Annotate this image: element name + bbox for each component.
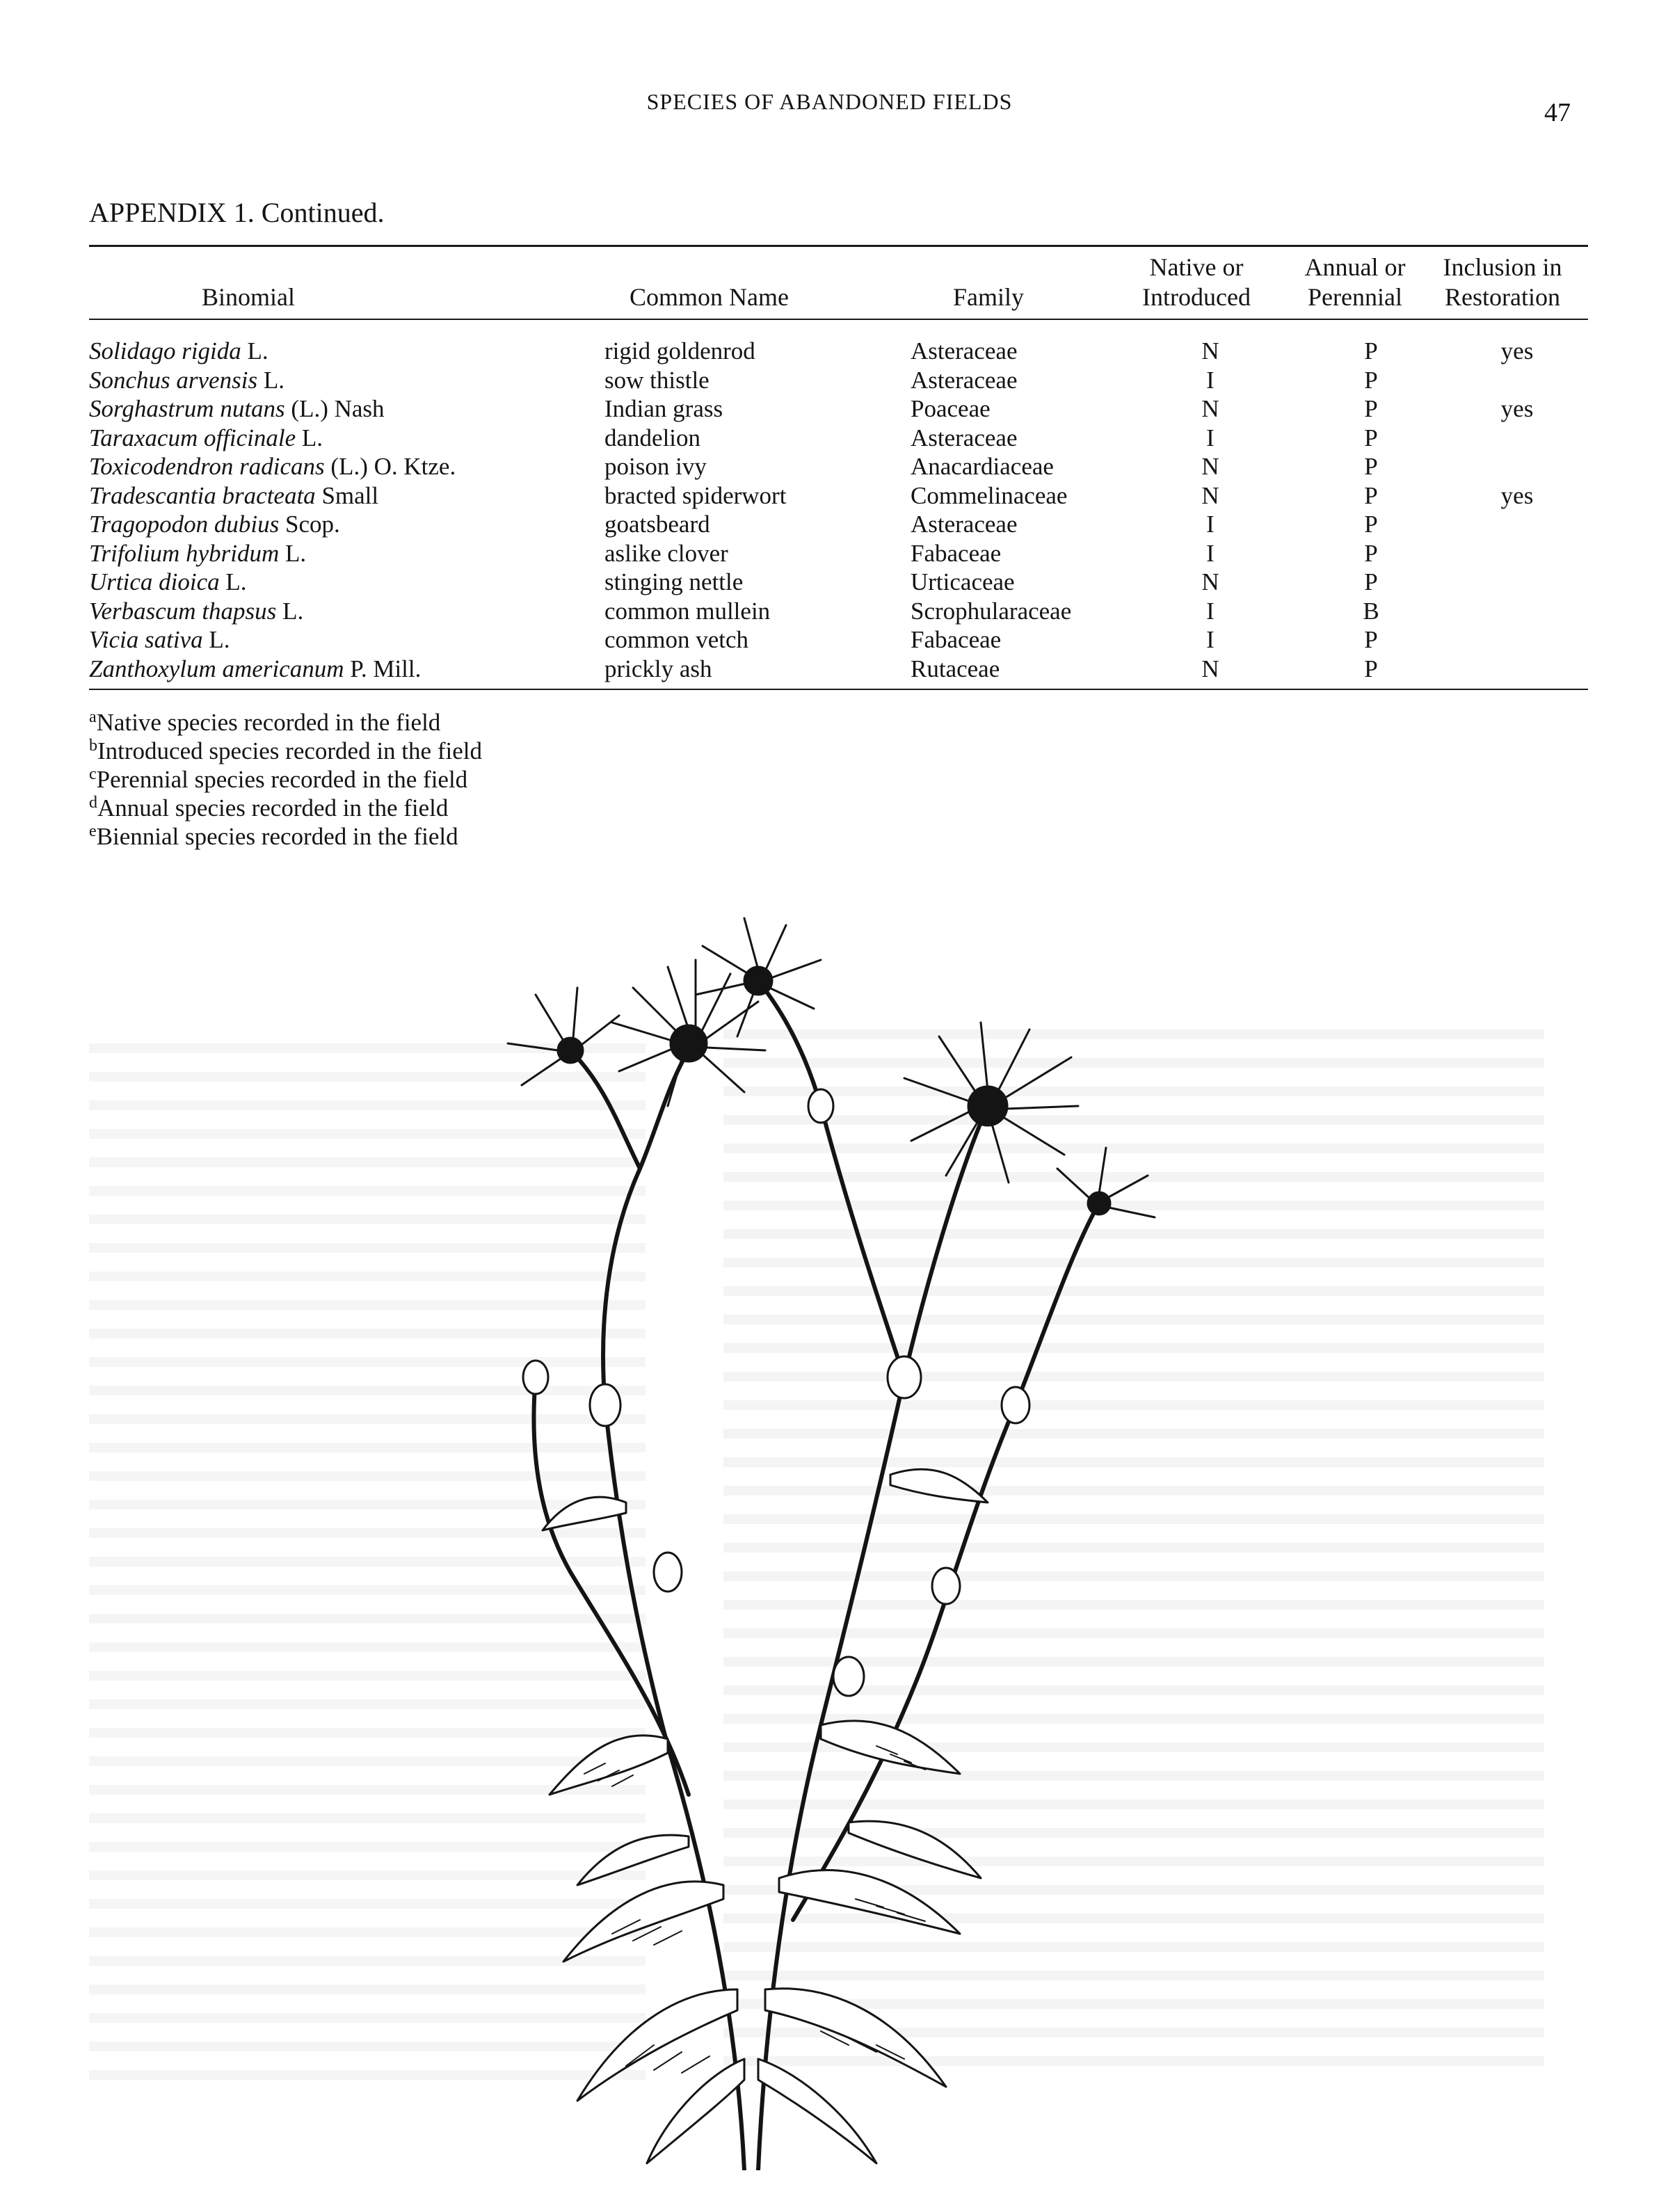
binomial-cell [89, 366, 604, 395]
table-row [89, 510, 1587, 539]
common-name-cell: aslike clover [604, 539, 728, 567]
species-author: L. [209, 626, 230, 653]
native-cell: I [1206, 597, 1215, 625]
col-binomial: Binomial [202, 283, 295, 311]
footnote-mark: e [89, 822, 97, 840]
table-row [89, 597, 1587, 626]
life-cycle-cell: P [1364, 511, 1378, 538]
footnote [89, 765, 482, 794]
footnote-text: Perennial species recorded in the field [96, 766, 468, 793]
species-table [89, 337, 1587, 683]
species-author: Small [321, 481, 379, 509]
table-row [89, 539, 1587, 568]
footnote-mark: c [89, 765, 97, 783]
common-name-cell: common vetch [604, 626, 749, 653]
restoration-cell: yes [1500, 481, 1534, 509]
col-native [1127, 253, 1266, 312]
family-cell: Scrophularaceae [911, 597, 1072, 625]
binomial-cell [89, 597, 604, 626]
family-cell: Fabaceae [911, 539, 1002, 567]
restoration-cell [1448, 424, 1587, 453]
family-cell: Poaceae [911, 395, 991, 422]
family-cell: Asteraceae [911, 337, 1018, 364]
species-author: P. Mill. [350, 655, 422, 682]
footnotes [89, 708, 482, 851]
col-common-name: Common Name [630, 283, 789, 311]
species-name: Solidago rigida [89, 337, 241, 364]
species-name: Toxicodendron radicans [89, 453, 325, 480]
table-row [89, 625, 1587, 655]
species-author: L. [263, 366, 284, 394]
common-name-cell: sow thistle [604, 366, 710, 394]
family-cell: Asteraceae [911, 511, 1018, 538]
species-author: L. [282, 597, 304, 625]
common-name-cell: goatsbeard [604, 511, 710, 538]
binomial-cell [89, 394, 604, 424]
running-head: SPECIES OF ABANDONED FIELDS [646, 89, 1013, 114]
common-name-cell: bracted spiderwort [604, 481, 787, 509]
native-cell: I [1206, 511, 1215, 538]
restoration-cell [1448, 568, 1587, 597]
life-cycle-cell: P [1364, 395, 1378, 422]
family-cell: Urticaceae [911, 568, 1015, 595]
footnote-text: Native species recorded in the field [96, 709, 441, 736]
species-author: (L.) O. Ktze. [330, 453, 456, 480]
species-author: L. [301, 424, 323, 451]
footnote [89, 822, 482, 851]
life-cycle-cell: P [1364, 453, 1378, 480]
binomial-cell [89, 568, 604, 597]
native-cell: N [1201, 395, 1219, 422]
restoration-cell [1448, 655, 1587, 684]
footnote-mark: a [89, 708, 97, 726]
family-cell: Anacardiaceae [911, 453, 1054, 480]
col-inclusion-line2: Restoration [1445, 283, 1560, 311]
footnote [89, 708, 482, 737]
native-cell: N [1201, 655, 1219, 682]
binomial-cell [89, 539, 604, 568]
life-cycle-cell: P [1364, 337, 1378, 364]
species-author: L. [247, 337, 269, 364]
family-cell: Asteraceae [911, 366, 1018, 394]
col-annual-line1: Annual or [1304, 253, 1406, 281]
binomial-cell [89, 625, 604, 655]
common-name-cell: prickly ash [604, 655, 712, 682]
footnote [89, 794, 482, 822]
species-name: Tragopodon dubius [89, 511, 280, 538]
table-row [89, 366, 1587, 395]
species-name: Sonchus arvensis [89, 366, 258, 394]
col-inclusion [1422, 253, 1582, 312]
life-cycle-cell: P [1364, 655, 1378, 682]
family-cell: Rutaceae [911, 655, 1000, 682]
life-cycle-cell: P [1364, 481, 1378, 509]
family-cell: Fabaceae [911, 626, 1002, 653]
native-cell: I [1206, 366, 1215, 394]
species-author: L. [225, 568, 247, 595]
common-name-cell: common mullein [604, 597, 771, 625]
table-row [89, 452, 1587, 481]
binomial-cell [89, 337, 604, 366]
footnote-mark: b [89, 737, 97, 755]
table-header-rule [89, 319, 1588, 320]
binomial-cell [89, 655, 604, 684]
table-bottom-rule [89, 689, 1588, 690]
life-cycle-cell: B [1363, 597, 1379, 625]
restoration-cell [1448, 625, 1587, 655]
native-cell: N [1201, 481, 1219, 509]
table-row [89, 394, 1587, 424]
restoration-cell [1448, 539, 1587, 568]
flower-buds [523, 1089, 1029, 1696]
native-cell: I [1206, 539, 1215, 567]
species-name: Urtica dioica [89, 568, 220, 595]
restoration-cell [1448, 597, 1587, 626]
species-name: Taraxacum officinale [89, 424, 296, 451]
col-family: Family [953, 283, 1025, 311]
binomial-cell [89, 452, 604, 481]
species-name: Trifolium hybridum [89, 539, 280, 567]
family-cell: Asteraceae [911, 424, 1018, 451]
native-cell: I [1206, 424, 1215, 451]
life-cycle-cell: P [1364, 366, 1378, 394]
restoration-cell: yes [1500, 337, 1534, 364]
life-cycle-cell: P [1364, 568, 1378, 595]
family-cell: Commelinaceae [911, 481, 1068, 509]
species-name: Zanthoxylum americanum [89, 655, 344, 682]
table-row [89, 481, 1587, 511]
table-row [89, 568, 1587, 597]
binomial-cell [89, 510, 604, 539]
binomial-cell [89, 424, 604, 453]
species-name: Vicia sativa [89, 626, 203, 653]
col-annual [1285, 253, 1425, 312]
page-number: 47 [1544, 98, 1571, 127]
col-inclusion-line1: Inclusion in [1443, 253, 1562, 281]
life-cycle-cell: P [1364, 539, 1378, 567]
table-top-rule [89, 245, 1588, 247]
footnote-text: Annual species recorded in the field [97, 794, 449, 822]
common-name-cell: rigid goldenrod [604, 337, 755, 364]
species-author: Scop. [285, 511, 340, 538]
restoration-cell [1448, 510, 1587, 539]
footnote-mark: d [89, 794, 97, 812]
table-row [89, 424, 1587, 453]
common-name-cell: poison ivy [604, 453, 707, 480]
restoration-cell: yes [1500, 395, 1534, 422]
native-cell: N [1201, 337, 1219, 364]
common-name-cell: stinging nettle [604, 568, 744, 595]
native-cell: N [1201, 568, 1219, 595]
appendix-title: APPENDIX 1. Continued. [89, 197, 385, 228]
native-cell: I [1206, 626, 1215, 653]
species-name: Sorghastrum nutans [89, 395, 285, 422]
species-name: Tradescantia bracteata [89, 481, 316, 509]
col-native-line2: Introduced [1142, 283, 1251, 311]
table-row [89, 337, 1587, 366]
col-native-line1: Native or [1149, 253, 1244, 281]
common-name-cell: dandelion [604, 424, 701, 451]
species-author: L. [284, 539, 307, 567]
footnote-text: Introduced species recorded in the field [97, 737, 482, 764]
table-row [89, 655, 1587, 684]
native-cell: N [1201, 453, 1219, 480]
life-cycle-cell: P [1364, 424, 1378, 451]
flower-heads [508, 918, 1155, 1217]
restoration-cell [1448, 366, 1587, 395]
col-annual-line2: Perennial [1308, 283, 1402, 311]
binomial-cell [89, 481, 604, 511]
life-cycle-cell: P [1364, 626, 1378, 653]
botanical-illustration [459, 876, 1169, 2170]
species-author: (L.) Nash [291, 395, 385, 422]
common-name-cell: Indian grass [604, 395, 723, 422]
species-name: Verbascum thapsus [89, 597, 277, 625]
footnote-text: Biennial species recorded in the field [96, 823, 458, 850]
restoration-cell [1448, 452, 1587, 481]
footnote [89, 737, 482, 765]
